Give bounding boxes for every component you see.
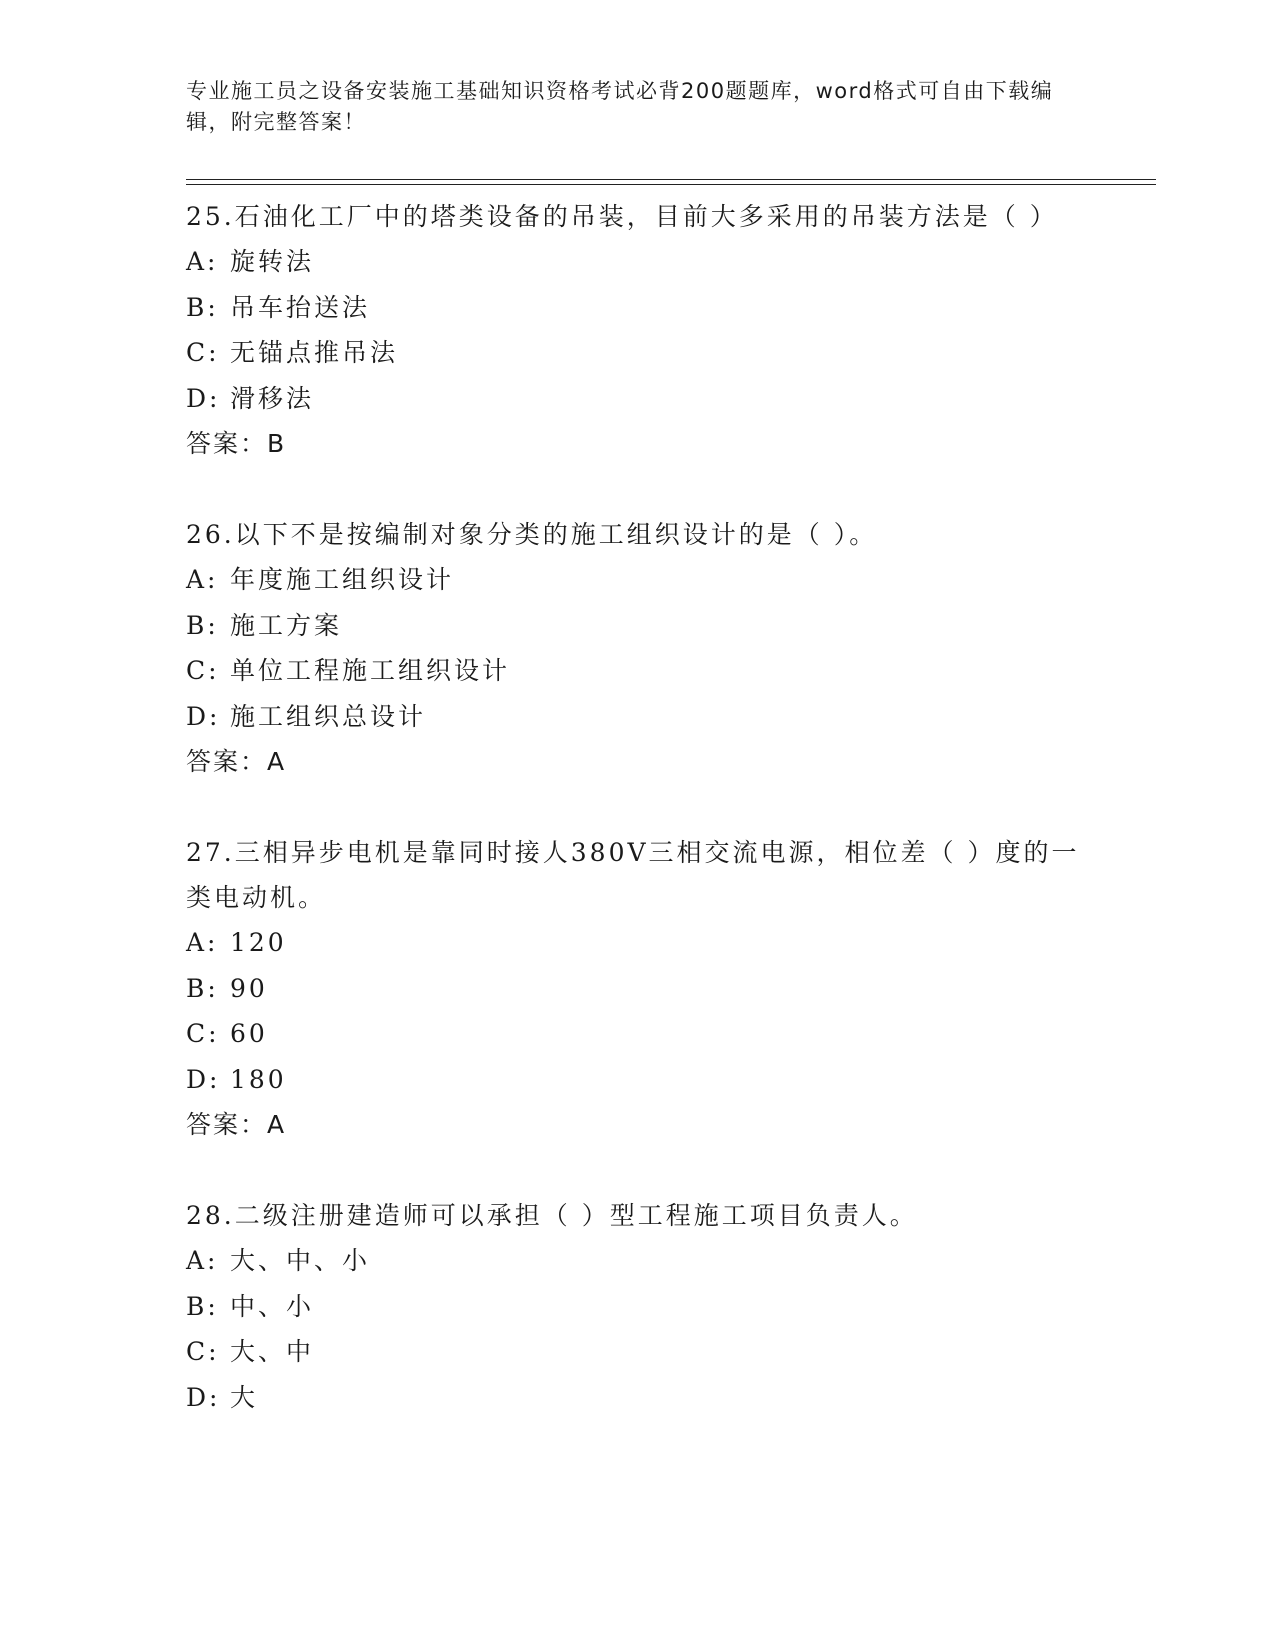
- option-d: [186, 1375, 1086, 1421]
- option-key: D:: [186, 1382, 221, 1412]
- option-text: 施工组织总设计: [230, 701, 427, 731]
- option-c: [186, 330, 1086, 376]
- option-key: B:: [186, 610, 219, 640]
- option-c: [186, 1329, 1086, 1375]
- option-key: C:: [186, 656, 220, 685]
- option-c: [186, 648, 1086, 694]
- option-key: C:: [186, 1337, 220, 1366]
- question-28: [186, 1193, 1086, 1420]
- option-key: A:: [186, 1246, 219, 1275]
- option-text: 60: [230, 1019, 268, 1048]
- option-a: [186, 920, 1086, 966]
- answer-line: 答案：A: [186, 1110, 287, 1139]
- option-text: 单位工程施工组织设计: [230, 656, 511, 685]
- question-stem: 25.石油化工厂中的塔类设备的吊装，目前大多采用的吊装方法是（ ）: [186, 202, 1058, 231]
- option-key: A:: [186, 928, 219, 957]
- option-text: 年度施工组织设计: [230, 565, 455, 594]
- option-a: [186, 557, 1086, 603]
- option-a: [186, 239, 1086, 285]
- option-b: [186, 966, 1086, 1012]
- header-divider-top: [186, 179, 1156, 180]
- question-25: [186, 194, 1086, 466]
- option-text: 120: [230, 928, 287, 957]
- option-text: 90: [230, 973, 268, 1003]
- question-26: [186, 512, 1086, 784]
- question-27: [186, 830, 1086, 1147]
- question-list: [186, 194, 1086, 1466]
- option-text: 大、中、小: [230, 1246, 371, 1275]
- option-text: 旋转法: [230, 247, 315, 276]
- option-key: A:: [186, 247, 219, 276]
- option-key: A:: [186, 565, 219, 594]
- option-text: 无锚点推吊法: [230, 338, 399, 367]
- option-key: B:: [186, 973, 219, 1003]
- option-key: B:: [186, 292, 219, 322]
- option-text: 180: [230, 1064, 287, 1094]
- answer-line: 答案：B: [186, 429, 287, 458]
- option-text: 施工方案: [230, 610, 343, 640]
- option-key: D:: [186, 383, 221, 413]
- option-b: [186, 1284, 1086, 1330]
- document-page: [186, 0, 1156, 1650]
- option-d: [186, 376, 1086, 422]
- option-b: [186, 285, 1086, 331]
- option-b: [186, 603, 1086, 649]
- option-text: 吊车抬送法: [230, 292, 371, 322]
- document-header: 专业施工员之设备安装施工基础知识资格考试必背200题题库，word格式可自由下载编辑，附完整答案！: [186, 79, 1054, 134]
- option-text: 滑移法: [230, 383, 315, 413]
- question-stem: 26.以下不是按编制对象分类的施工组织设计的是（ ）。: [186, 520, 878, 549]
- answer-line: 答案：A: [186, 747, 287, 776]
- option-text: 大: [230, 1382, 259, 1412]
- question-stem: 27.三相异步电机是靠同时接人380V三相交流电源，相位差（ ）度的一类电动机。: [186, 838, 1080, 912]
- option-a: [186, 1238, 1086, 1284]
- question-stem: 28.二级注册建造师可以承担（ ）型工程施工项目负责人。: [186, 1201, 918, 1230]
- option-key: D:: [186, 701, 221, 731]
- option-text: 中、小: [230, 1291, 315, 1321]
- option-d: [186, 694, 1086, 740]
- option-key: D:: [186, 1064, 221, 1094]
- option-d: [186, 1057, 1086, 1103]
- option-key: C:: [186, 338, 220, 367]
- option-c: [186, 1011, 1086, 1057]
- option-text: 大、中: [230, 1337, 315, 1366]
- option-key: B:: [186, 1291, 219, 1321]
- option-key: C:: [186, 1019, 220, 1048]
- header-divider-bottom: [186, 184, 1156, 185]
